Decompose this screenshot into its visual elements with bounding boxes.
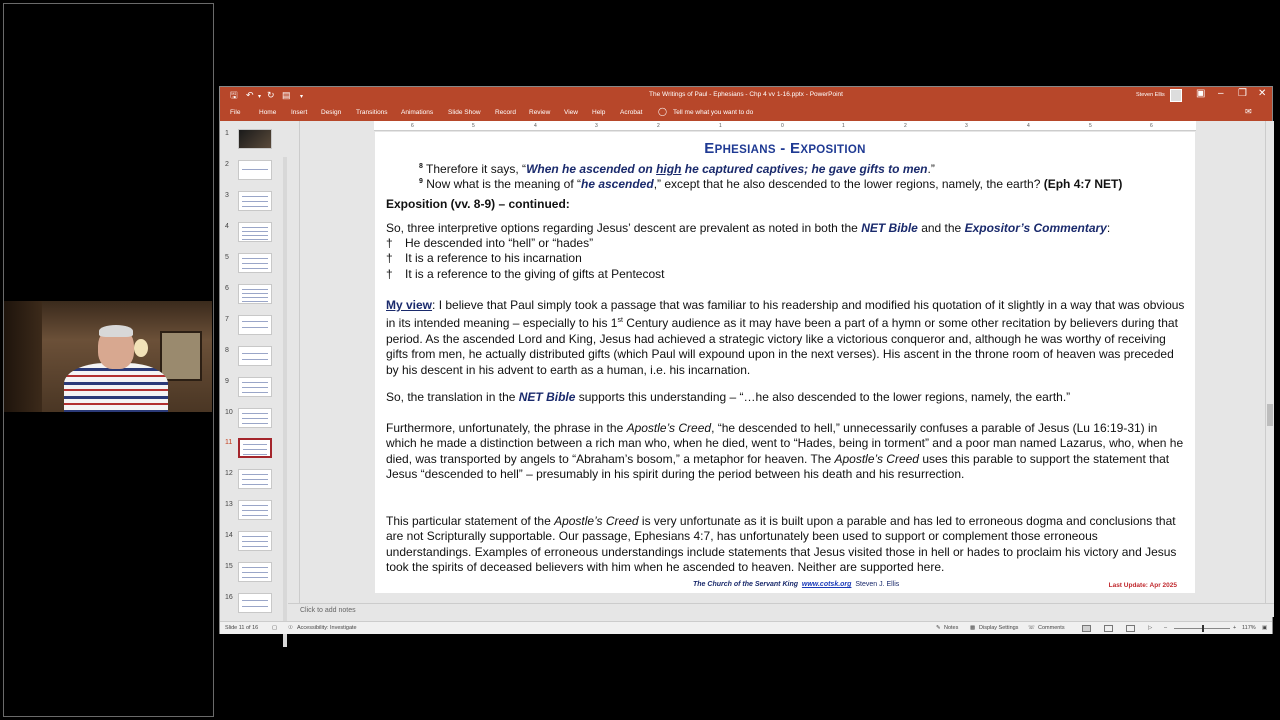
verse-quote: he captured captives; he gave gifts to men [681,162,928,176]
slideshow-view-icon[interactable]: ▷ [1148,625,1153,631]
text-run: Century audience as it may have been a part of a hymn or some other recitation by believers during that period. As the ascended Lord and King, Jesus had achieved a strategic victory like a victorious conqueror and, although he was worthy of receiving gifts from men, he actually distributed gifts (which Paul will expound upon in the next verses). His ascent in the throne room of heaven was preceded by his descent in his advent to earth as a human, i.e. his incarnation. [386,316,1178,377]
thumb-number: 11 [225,439,233,446]
slide-counter: Slide 11 of 16 [225,625,259,631]
text-run: and the [917,221,965,235]
lamp [134,339,148,357]
customize-toolbar-icon[interactable]: ▾ [300,94,304,100]
reading-view-icon[interactable] [1126,625,1135,632]
thumb-number: 10 [225,409,233,416]
zoom-slider-handle[interactable] [1202,625,1204,632]
notes-pane[interactable] [288,603,1274,617]
list-item [386,236,664,251]
tab-review[interactable]: Review [529,109,551,116]
share-icon[interactable]: ✉ [1245,107,1252,116]
minimize-icon[interactable]: – [1218,88,1224,99]
text-run: So, the translation in the [386,390,519,404]
thumbnail-11[interactable] [220,438,287,462]
title-part: - [775,140,791,157]
thumb-image [238,253,272,273]
presenter-body [64,363,168,412]
title-part: E [704,140,715,157]
notes-button[interactable]: Notes [944,625,959,631]
text-run: Apostle’s Creed [626,421,712,435]
close-icon[interactable]: ✕ [1258,88,1267,99]
zoom-in-icon[interactable]: + [1233,625,1237,631]
thumb-image [238,191,272,211]
thumb-number: 8 [225,347,229,354]
zoom-out-icon[interactable]: – [1164,625,1168,631]
thumbnail-8[interactable] [220,346,287,370]
text-run: Apostle’s Creed [554,514,639,528]
ruler-tick: 3 [595,123,598,129]
ruler-tick: 4 [534,123,537,129]
thumb-number: 5 [225,254,229,261]
display-settings-icon[interactable]: ▩ [970,625,976,631]
footer-church: The Church of the Servant King [693,581,799,588]
thumbnail-2[interactable] [220,160,287,184]
vertical-ruler [290,121,300,603]
tab-view[interactable]: View [564,109,578,116]
ruler-tick: 1 [842,123,845,129]
thumbnail-12[interactable] [220,469,287,493]
undo-dropdown-icon[interactable]: ▾ [258,94,262,100]
spellcheck-icon[interactable]: ▢ [272,625,278,631]
verse-8[interactable] [419,162,935,176]
paragraph-my-view[interactable] [386,298,1186,378]
text-run: My view [386,298,433,312]
verse-text: Now what is the meaning of “ [422,177,581,191]
footer-link[interactable]: www.cotsk.org [801,581,852,588]
normal-view-icon[interactable] [1082,625,1091,632]
user-name[interactable]: Steven Ellis [1136,92,1165,98]
thumbnail-15[interactable] [220,562,287,586]
tab-help[interactable]: Help [592,109,606,116]
thumb-image [238,562,272,582]
thumbnail-13[interactable] [220,500,287,524]
thumb-number: 16 [225,594,233,601]
text-run: Expositor’s Commentary [964,221,1107,235]
ruler-tick: 2 [904,123,907,129]
slide-editing-area [288,121,1274,603]
text-run: This particular statement of the [386,514,555,528]
thumb-image [238,346,272,366]
ruler-tick: 5 [1089,123,1092,129]
scrollbar-thumb[interactable] [1267,404,1273,426]
tab-insert[interactable]: Insert [291,109,308,116]
notes-icon[interactable]: ✎ [936,625,941,631]
scripture-reference: (Eph 4:7 NET) [1043,177,1123,191]
dagger-bullet: † [386,251,393,266]
comments-button[interactable]: Comments [1038,625,1065,631]
background-window [160,331,202,381]
tab-transitions[interactable]: Transitions [356,109,388,116]
dagger-bullet: † [386,266,393,281]
presenter-hair [99,325,133,337]
tab-slide-show[interactable]: Slide Show [448,109,481,116]
text-run: Apostle’s Creed [834,451,919,466]
title-part: PHESIANS [714,144,776,156]
thumbnail-6[interactable] [220,284,287,308]
verse-text: ,” except that he also descended to the lower regions, namely, the earth? [653,177,1044,191]
thumb-image [238,160,272,180]
thumb-image [238,315,272,335]
paragraph-apostles-creed[interactable] [386,421,1186,483]
zoom-level[interactable]: 117% [1242,625,1256,631]
ruler-tick: 4 [1027,123,1030,129]
thumb-number: 15 [225,563,233,570]
title-part: XPOSITION [800,144,866,156]
thumbnail-5[interactable] [220,253,287,277]
ribbon-display-icon[interactable]: ▣ [1196,88,1206,99]
thumbnail-scrollbar[interactable] [283,157,287,647]
thumb-image [238,408,272,428]
accessibility-status[interactable]: Accessibility: Investigate [297,625,357,631]
tab-record[interactable]: Record [495,109,516,116]
tab-home[interactable]: Home [259,109,277,116]
bullet-text: It is a reference to the giving of gifts at Pentecost [405,266,665,281]
title-bar [220,87,1272,105]
thumbnail-14[interactable] [220,531,287,555]
slide-footer [693,581,899,588]
accessibility-icon[interactable]: ☉ [288,625,293,631]
thumb-number: 2 [225,161,229,168]
list-item [386,267,664,282]
status-bar [220,621,1272,634]
text-run: NET Bible [861,221,918,235]
text-run: So, three interpretive options regarding Jesus’ descent are prevalent as noted in both the [386,221,862,235]
text-run: NET Bible [518,390,576,404]
undo-icon[interactable]: ↶ [246,90,254,100]
tell-me-search[interactable]: Tell me what you want to do [673,109,754,116]
thumbnail-9[interactable] [220,377,287,401]
ruler-tick: 1 [719,123,722,129]
notes-placeholder[interactable]: Click to add notes [300,607,356,614]
thumb-image [238,284,272,304]
verse-9[interactable] [419,177,1122,191]
footer-author: Steven J. Ellis [855,581,900,588]
lightbulb-icon[interactable]: ◯ [658,107,667,116]
horizontal-ruler [374,121,1196,131]
paragraph-erroneous-dogma[interactable] [386,514,1186,576]
webcam-video [4,301,212,412]
thumb-image [238,438,272,458]
thumb-number: 1 [225,130,229,137]
list-item [386,251,664,266]
thumb-image [238,593,272,613]
text-run: , “he descended to hell,” unnecessarily confuses a parable of Jesus (Lu 16:19-31) in which he made a distinction between a rich man who, when he died, went to “Hades, being in torment” and a poor man named Lazarus, who, when he died, was transported by angels to “Abraham’s bosom,” a metaphor for heaven. The [386,421,1184,466]
slide-sorter-icon[interactable] [1104,625,1113,632]
verse-quote: high [656,162,682,176]
verse-text: .” [927,162,935,176]
powerpoint-window [219,86,1273,634]
bullet-list[interactable] [386,236,664,282]
bullet-text: He descended into “hell” or “hades” [405,236,594,250]
thumb-number: 13 [225,501,233,508]
avatar[interactable] [1170,89,1182,102]
redo-icon[interactable]: ↻ [267,90,275,100]
ruler-tick: 2 [657,123,660,129]
bookshelf [4,301,42,412]
thumb-number: 14 [225,532,233,539]
thumbnail-10[interactable] [220,408,287,432]
verse-quote: When he ascended on [526,162,657,176]
ruler-tick: 0 [781,123,784,129]
section-heading[interactable]: Exposition (vv. 8-9) – continued: [386,197,570,211]
dagger-bullet: † [386,236,393,250]
verse-text: Therefore it says, “ [422,162,527,176]
text-run: st [617,317,623,325]
thumb-image [238,469,272,489]
paragraph-net-translation[interactable] [386,390,1186,405]
text-run: : [1106,221,1111,235]
slide-title[interactable] [375,140,1195,157]
fit-to-window-icon[interactable]: ▣ [1262,625,1268,631]
paragraph-options[interactable] [386,221,1186,236]
slide-thumbnail-pane [220,121,287,617]
text-run: Furthermore, unfortunately, the phrase in the [386,421,627,435]
thumb-image [238,377,272,397]
ruler-tick: 3 [965,123,968,129]
thumbnail-1[interactable] [220,129,287,153]
bullet-text: It is a reference to his incarnation [405,251,582,266]
thumb-number: 7 [225,316,229,323]
thumb-number: 3 [225,192,229,199]
verse-number: 8 [419,163,423,170]
thumb-number: 6 [225,285,229,292]
slide-canvas[interactable] [375,132,1195,593]
tab-acrobat[interactable]: Acrobat [620,109,643,116]
save-icon[interactable]: 🖫 [230,90,238,100]
title-part: E [790,140,801,157]
slide-scrollbar[interactable] [1265,121,1274,603]
ruler-tick: 6 [411,123,414,129]
thumbnail-4[interactable] [220,222,287,246]
verse-number: 9 [419,178,423,185]
verse-quote: he ascended [580,177,654,191]
text-run: is very unfortunate as it is built upon a parable and has led to erroneous dogma and conclusions that are not Scripturally supportable. Our passage, Ephesians 4:7, has unfortunately been used to support or complement those erroneous understandings. Examples of erroneous understandings include statements that Jesus visited those in hell or hades to proclaim his victory and Jesus took the spirits of deceased believers with him when he ascended to heaven. Neither are supported here. [386,514,1177,575]
thumb-number: 4 [225,223,229,230]
display-settings-button[interactable]: Display Settings [979,625,1019,631]
window-title: The Writings of Paul - Ephesians - Chp 4 vv 1-16.pptx - PowerPoint [649,91,843,98]
ribbon-tabs [220,105,1272,121]
thumb-number: 12 [225,470,233,477]
tab-animations[interactable]: Animations [401,109,434,116]
tab-design[interactable]: Design [321,109,342,116]
text-run: uses this parable to support the statement that Jesus “descended to hell” – presumably in his spirit during the period between his death and his resurrection. [386,451,1170,482]
thumbnail-3[interactable] [220,191,287,215]
thumbnail-16[interactable] [220,593,287,617]
text-run: : I believe that Paul simply took a passage that was familiar to his readership and modified his quotation of it slightly in a way that was obvious in its intended meaning – especially to his 1 [386,298,1185,331]
thumb-image [238,531,272,551]
thumbnail-7[interactable] [220,315,287,339]
text-run: supports this understanding – “…he also descended to the lower regions, namely, the earth.” [575,390,1071,404]
thumb-image [238,129,272,149]
footer-last-update: Last Update: Apr 2025 [1108,582,1177,589]
ruler-tick: 5 [472,123,475,129]
thumb-number: 9 [225,378,229,385]
ruler-tick: 6 [1150,123,1153,129]
thumb-image [238,222,272,242]
tab-file[interactable]: File [230,109,241,116]
restore-icon[interactable]: ❐ [1238,88,1247,99]
comments-icon[interactable]: ☏ [1028,625,1035,631]
start-slideshow-icon[interactable]: ▤ [282,90,291,100]
thumb-image [238,500,272,520]
